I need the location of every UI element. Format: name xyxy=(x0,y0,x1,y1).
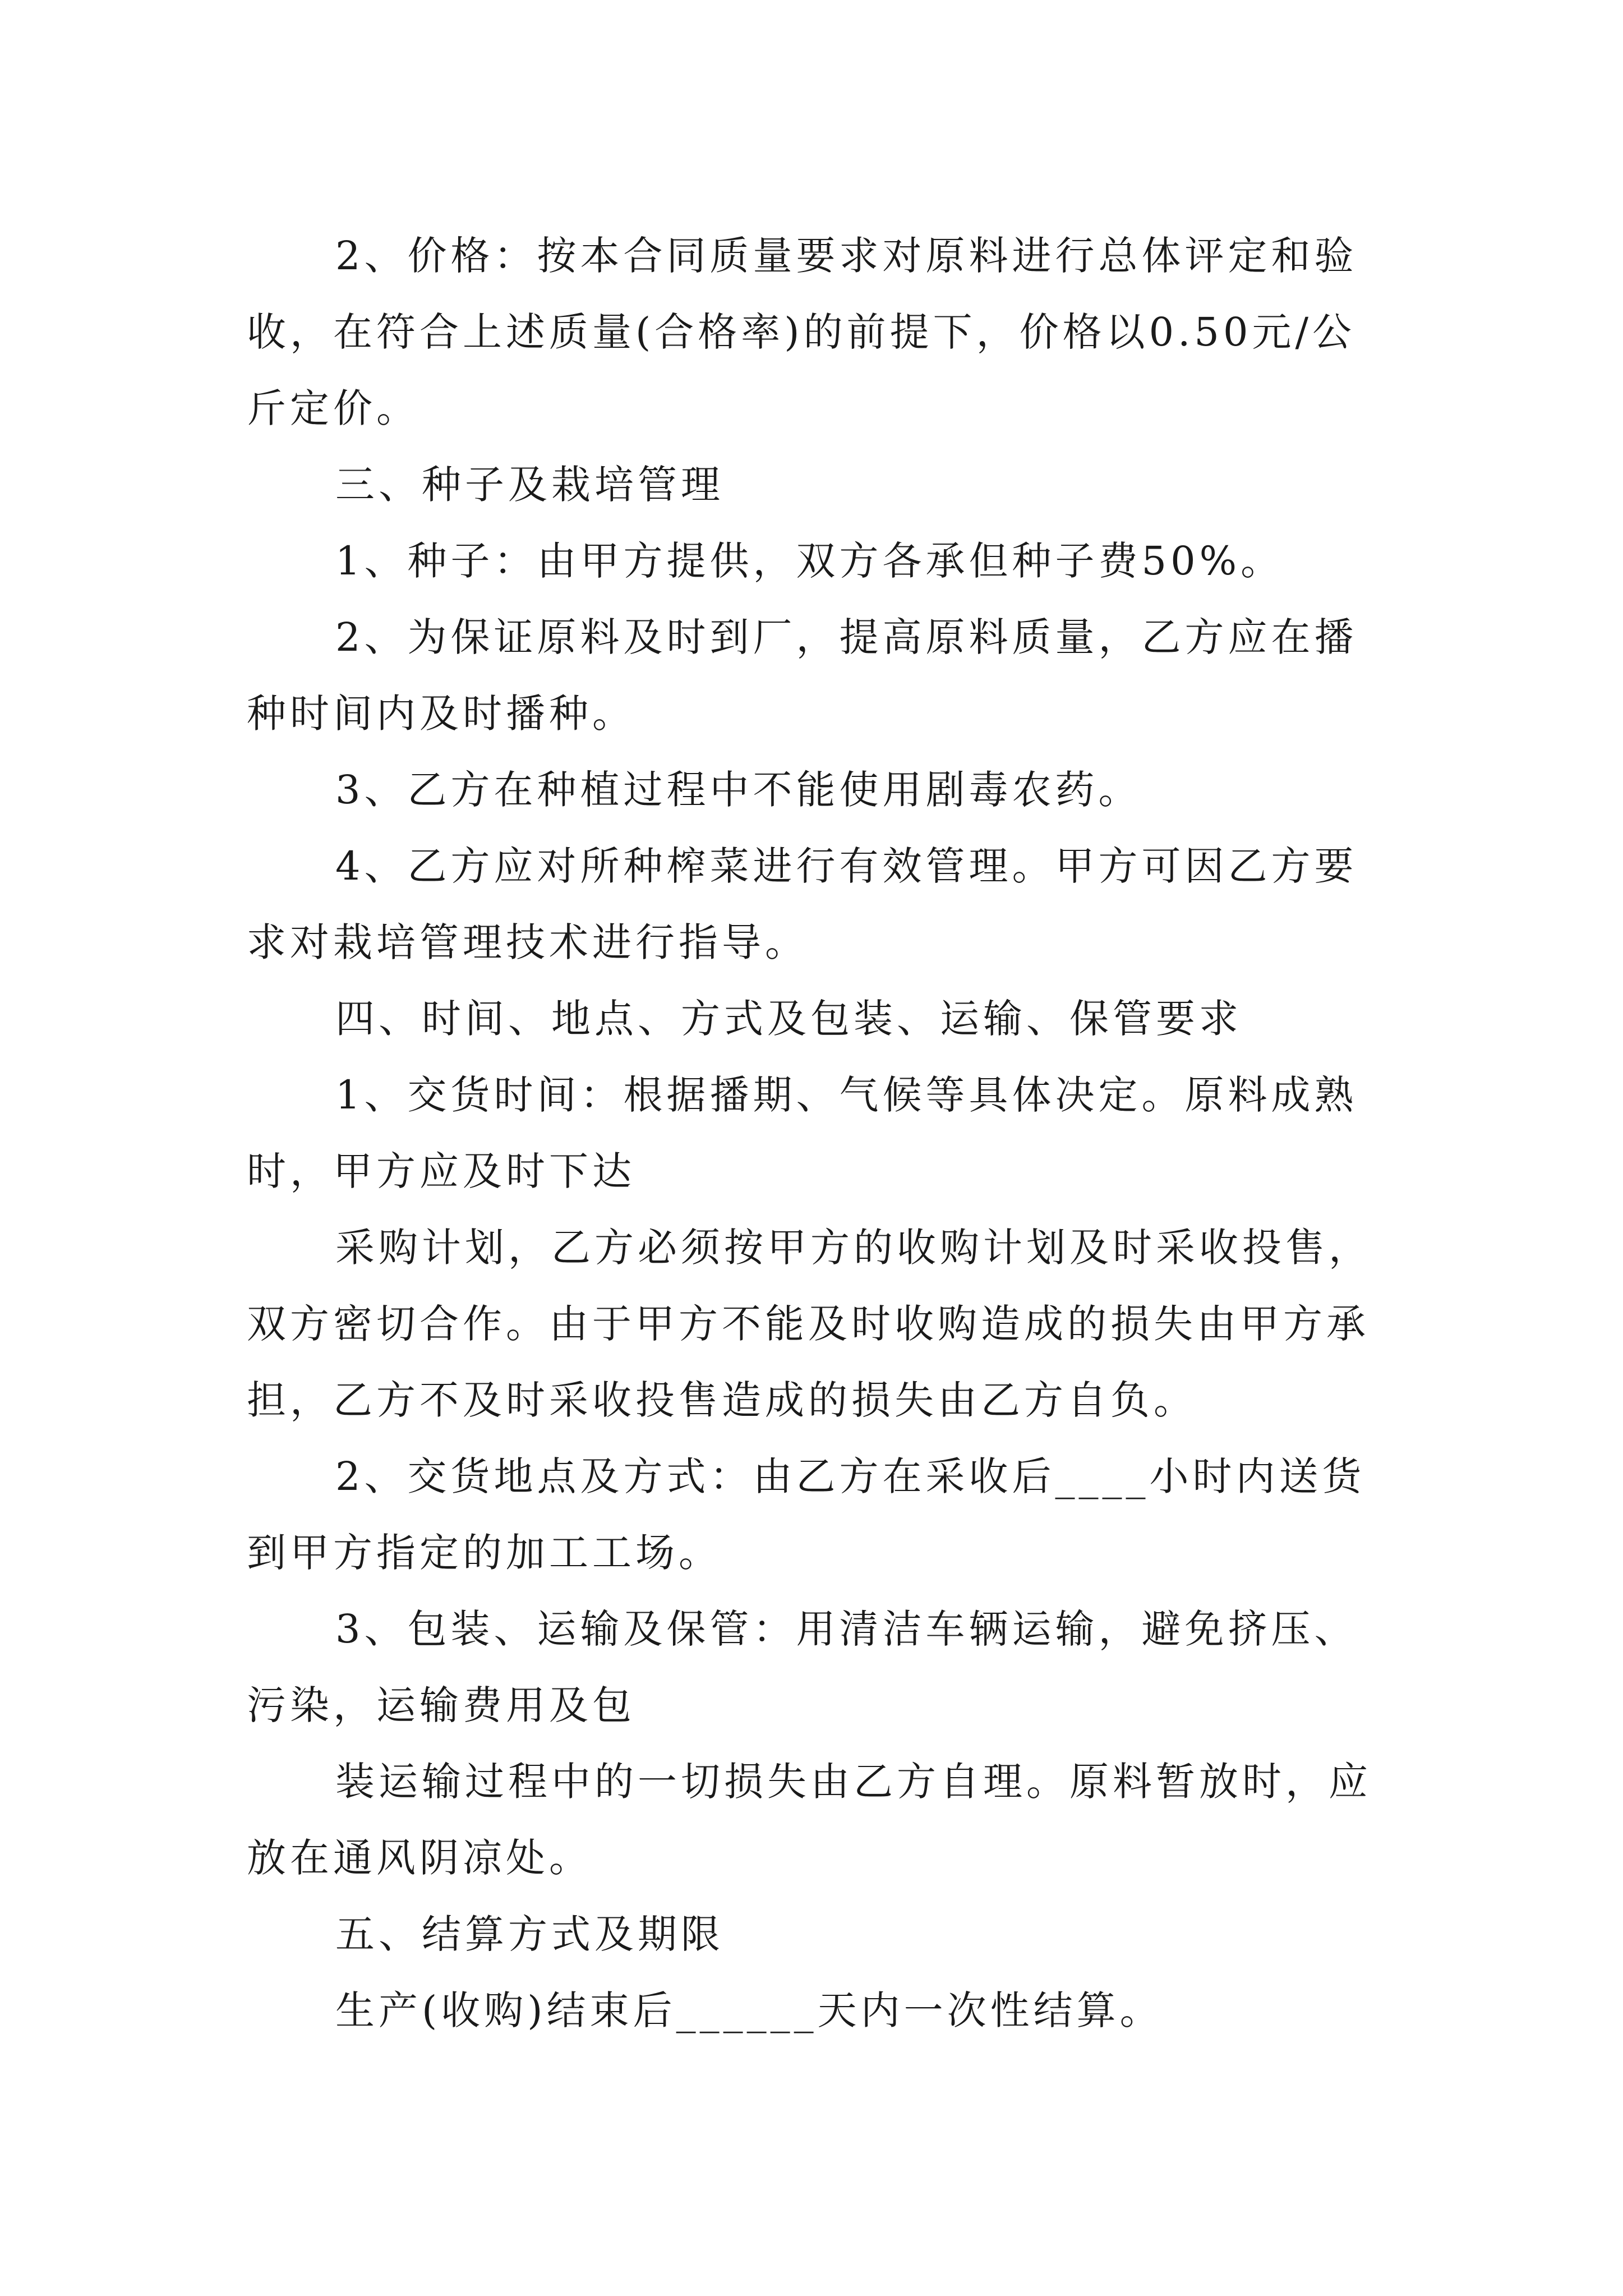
paragraph-price: 2、价格：按本合同质量要求对原料进行总体评定和验收，在符合上述质量(合格率)的前提下，价格以0.50元/公斤定价。 xyxy=(247,233,1358,431)
heading-delivery-requirements: 四、时间、地点、方式及包装、运输、保管要求 xyxy=(335,996,1242,1042)
paragraph-transport-loss: 装运输过程中的一切损失由乙方自理。原料暂放时，应放在通风阴凉处。 xyxy=(247,1759,1372,1881)
paragraph-timely-sowing: 2、为保证原料及时到厂，提高原料质量，乙方应在播种时间内及时播种。 xyxy=(247,614,1358,737)
document-body xyxy=(247,218,1391,2049)
paragraph-purchase-plan: 采购计划，乙方必须按甲方的收购计划及时采收投售，双方密切合作。由于甲方不能及时收购造成的损失由甲方承担，乙方不及时采收投售造成的损失由乙方自负。 xyxy=(247,1225,1372,1423)
paragraph-delivery-place: 2、交货地点及方式：由乙方在采收后____小时内送货到甲方指定的加工工场。 xyxy=(247,1453,1366,1576)
paragraph-settlement-terms: 生产(收购)结束后______天内一次性结算。 xyxy=(335,1987,1163,2033)
paragraph-management-guidance: 4、乙方应对所种榨菜进行有效管理。甲方可因乙方要求对栽培管理技术进行指导。 xyxy=(247,843,1358,965)
heading-seed-cultivation: 三、种子及栽培管理 xyxy=(335,462,724,508)
heading-settlement: 五、结算方式及期限 xyxy=(335,1911,724,1957)
paragraph-seed: 1、种子：由甲方提供，双方各承但种子费50%。 xyxy=(335,538,1284,584)
paragraph-packaging-transport: 3、包装、运输及保管：用清洁车辆运输，避免挤压、污染，运输费用及包 xyxy=(247,1606,1358,1728)
paragraph-no-toxic-pesticide: 3、乙方在种植过程中不能使用剧毒农药。 xyxy=(335,767,1142,813)
paragraph-delivery-time: 1、交货时间：根据播期、气候等具体决定。原料成熟时，甲方应及时下达 xyxy=(247,1072,1358,1194)
